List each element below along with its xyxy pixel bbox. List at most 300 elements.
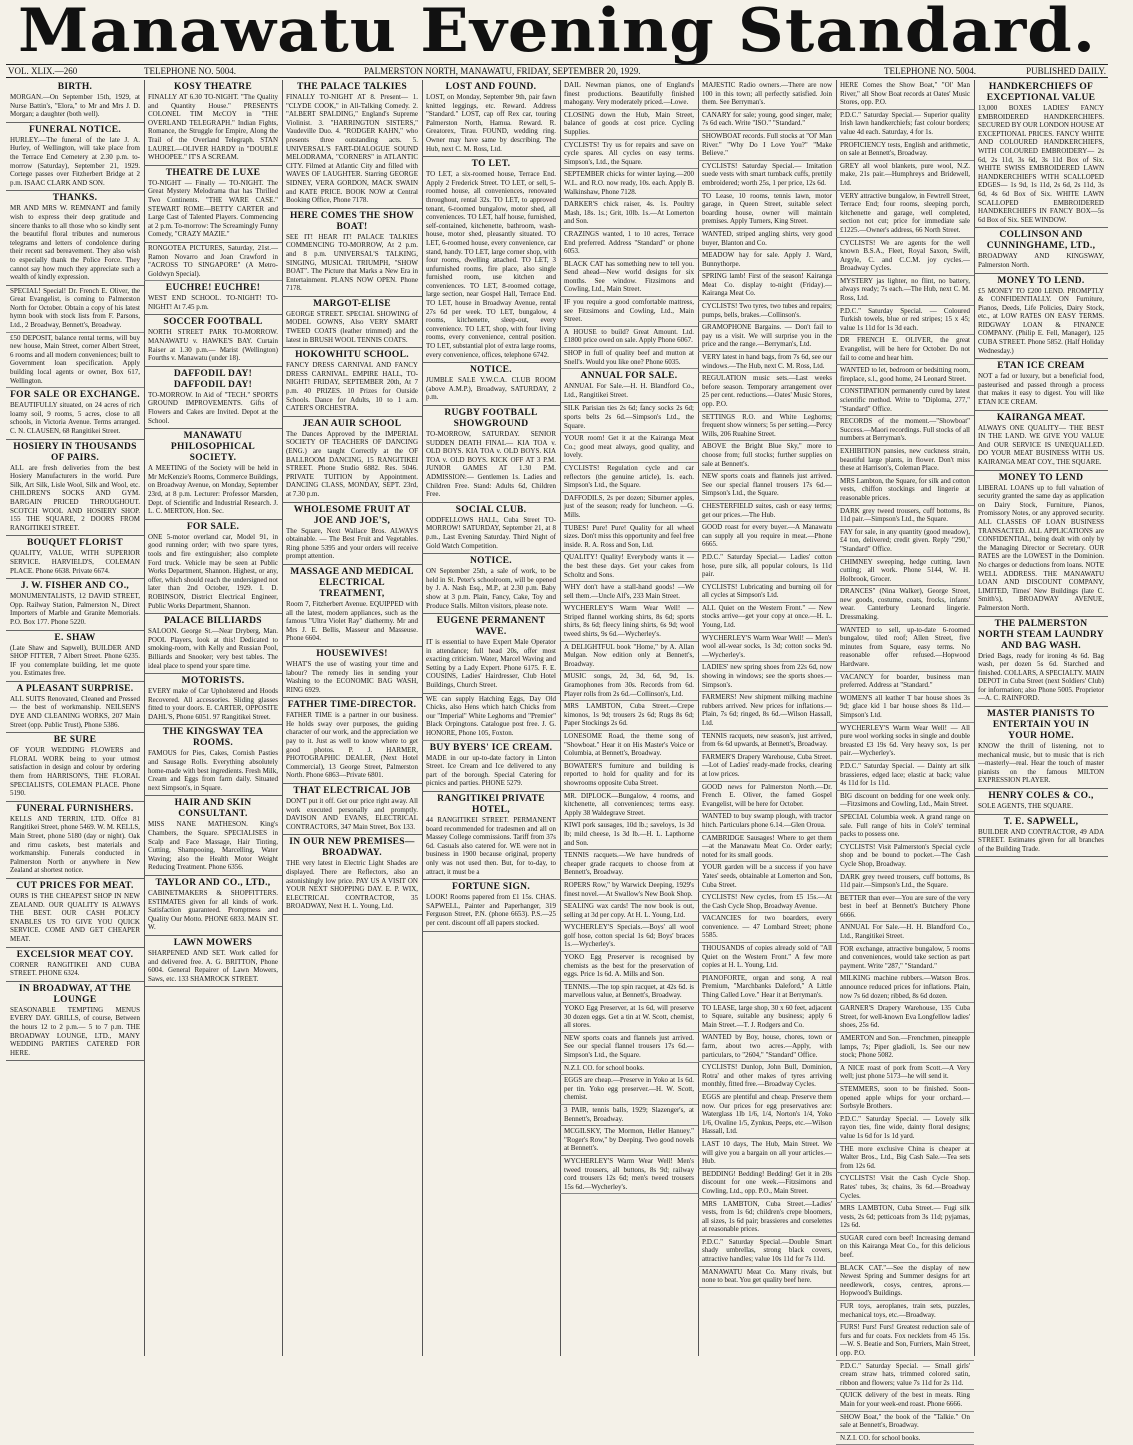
ad-heading: MASSAGE AND MEDICAL ELECTRICAL TREATMENT, xyxy=(290,566,414,599)
advertisement xyxy=(6,982,144,1062)
classified-ad xyxy=(836,761,974,791)
ad-heading: TAYLOR AND CO., LTD., xyxy=(155,878,271,888)
classified-ad xyxy=(560,80,698,110)
classified-ad xyxy=(836,1263,974,1301)
classified-ad xyxy=(560,110,698,140)
ad-body: BROADWAY AND KINGSWAY, Palmerston North. xyxy=(978,252,1104,269)
ad-body: EGGS are cheap.—Preserve in Yoko at 1s 6d. per tin. Yoko egg preserver.—H. W. Scott, chemist. xyxy=(564,1076,694,1102)
ad-body: REGULATION music sets.—Last weeks before season. Temporary arrangement over 25 per cent. reductions.—Oates' Music Stores, opp. P.O. xyxy=(702,374,832,408)
classified-ad xyxy=(836,1301,974,1322)
classified-ad xyxy=(836,506,974,527)
classified-ad xyxy=(560,523,698,553)
ad-body: MR AND MRS W. REMNANT and family wish to express their deep gratitude and sincere thanks to all those who so kindly sent the beautiful floral tributes and numerous telegrams and letters of condolence during their recent sad bereavement. They also wish to especially thank the Police Force. They cannot say how much they appreciate such a wealth of kindly expression. xyxy=(10,204,140,282)
ad-body: VERY attractive bungalow, in Fewtrell Street, Terrace End; four rooms, sleeping porch, kitchenette and garage, well completed, section not cut; price for immediate sale £1225.—Owner's address, 66 North Street. xyxy=(840,191,970,234)
dateline: PALMERSTON NORTH, MANAWATU, FRIDAY, SEPTEMBER 20, 1929. xyxy=(364,66,641,76)
advertisement xyxy=(974,228,1108,273)
advertisement xyxy=(282,348,422,417)
ad-body: QUALITY! Quality! Everybody wants it — the best these days. Get your cakes from Scholtz and Sons. xyxy=(564,553,694,579)
ad-body: EXHIBITION pansies, new cuckness strain, beautiful large plants, in flower. Don't miss these at Harrison's, Coleman Place. xyxy=(840,446,970,473)
advertisement xyxy=(422,614,560,694)
advertisement xyxy=(6,631,144,682)
ad-body: TUBES! Pure! Pure! Quality for all wheel sizes. Don't miss this opportunity and feel free inside. R. A. Ross and Son, Ltd. xyxy=(564,523,694,549)
classified-ad xyxy=(560,140,698,170)
ad-body: WYCHERLEY'S Warm Wear Well! — All pure wool working socks in single and double breasted £3 19s 6d. Very heavy sox, 1s per pair.—Wycherley's. xyxy=(840,723,970,758)
advertisement xyxy=(6,536,144,579)
ad-heading: FOR SALE OR EXCHANGE. xyxy=(10,390,140,401)
ad-body: MISS NANE MATHESON. King's Chambers, the Square. SPECIALISES in Scalp and Face Massage, Hair Tinting, Cutting, Shampooing, Marcelling, Water Waving; also the Health Motor Weight Reducing Treatment. Phone 6356. xyxy=(148,820,278,872)
ad-body: A HOUSE to build? Great Amount. Ltd. £1800 price owed on sale. Apply Phone 6067. xyxy=(564,327,694,345)
classified-ad xyxy=(698,943,836,973)
ad-body: MILKING machine rubbers.—Watson Bros. announce reduced prices for inflations. Plain, now 7s 6d dozen; ribbed, 8s 6d dozen. xyxy=(840,974,970,1000)
ad-heading: FUNERAL FURNISHERS. xyxy=(16,803,134,814)
column-5 xyxy=(560,80,699,1356)
classified-ad xyxy=(698,692,836,730)
classified-ad xyxy=(698,1139,836,1169)
ad-body: LAST 10 days, The Hub, Main Street. We will give you a bargain on all your articles.—Hub. xyxy=(702,1139,832,1166)
ad-body: £50 DEPOSIT, balance rental terms, will buy new house, Main Street, corner Albert Street, 6 rooms and all modern conveniences; built to Government loan specification. Apply building local agents or owner, Box 617, Wellington. xyxy=(10,333,140,385)
ad-body: MRS LAMBTON, Cuba Street.— Fugi silk vests, 2s 6d; petticoats from 3s 11d; pyjamas, 12s 6d. xyxy=(840,1204,970,1230)
ad-body: TENNIS.—The top spin racquet, at 42s 6d. is marvellous value, at Bennett's, Broadway. xyxy=(564,982,694,1000)
advertisement xyxy=(6,802,144,879)
ad-body: CYCLISTS! New cycles, from £5 15s.—At the Cash Cycle Shop, Broadway Avenue. xyxy=(702,893,832,910)
classified-ad xyxy=(698,1062,836,1092)
ad-body: MADE in our up-to-date factory in Linton Street. Ice Cream and Ice delivered to any part of the borough. Special Catering for picnics and parties. PHONE 5279. xyxy=(426,753,556,788)
ad-heading: SOCCER FOOTBALL xyxy=(163,317,263,328)
ad-heading: NOTICE. xyxy=(470,556,512,567)
classified-ad xyxy=(560,297,698,327)
classified-ad xyxy=(560,1075,698,1105)
ad-body: SEPTEMBER chicks for winter laying.—200 W.L. and R.O. now ready, 10s. each. Apply B. Walkinshaw, Phone 7128. xyxy=(564,170,694,196)
ad-body: NORTH STREET PARK TO-MORROW. MANAWATU v. HAWKE'S BAY. Curtain Raiser at 1.30 p.m.— Marist (Wellington) Fourths v. Manawatu (under 18). xyxy=(148,328,278,363)
advertisement xyxy=(6,440,144,537)
advertisement xyxy=(282,417,422,503)
ad-body: WYCHERLEY'S Warm Wear Well! Men's tweed trousers, all buttons, 8s 9d; railway cord trousers 12s 6d; men's tweed trousers 15s 6d.—Wycherley's. xyxy=(564,1156,694,1191)
classified-ad xyxy=(836,1063,974,1084)
ad-heading: MASTER PIANISTS TO ENTERTAIN YOU IN YOUR HOME. xyxy=(987,709,1095,742)
ad-body: BLACK CAT."—See the display of new Newest Spring and Summer designs for art needlework, cosys, centres, aprons.—Hopwood's Buildings. xyxy=(840,1263,970,1298)
ad-body: SUGAR cured corn beef! Increasing demand on this Kairanga Meat Co., for this delicious beef. xyxy=(840,1233,970,1260)
classified-ad xyxy=(698,862,836,892)
ad-heading: IN BROADWAY, AT THE LOUNGE xyxy=(18,983,132,1005)
ad-body: Room 7, Fitzherbert Avenue. EQUIPPED with all the latest, modern appliances, such as the famous "Ultra Violet Ray" diathermy. Mr and Mrs J. E. Bellis, Masseur and Masseuse. Phone 6604. xyxy=(286,599,418,643)
ad-body: EVERY make of Car Upholstered and Hoods Recovered. All accessories. Sliding glasses fitted to your doors. E. CARTER, OPPOSITE DAHL'S, Phone 6051. 97 Rangitikei Street. xyxy=(148,687,278,721)
classified-ad xyxy=(698,833,836,863)
ad-body: TO-MORROW. In Aid of "TECH." SPORTS GROUND IMPROVEMENTS. Gifts of Flowers and Cakes are Invited. Depot at the School. xyxy=(148,390,278,425)
classified-ad xyxy=(698,441,836,471)
ad-heading: HOSIERY IN THOUSANDS OF PAIRS. xyxy=(13,441,137,463)
ad-body: GEORGE STREET. SPECIAL SHOWING of MODEL GOWNS, Also VERY SMART TWEED COATS (leather trimmed) and the latest in BRUSH WOOL TENNIS COATS. xyxy=(286,309,418,344)
classified-ad xyxy=(560,229,698,259)
ad-body: JUMBLE SALE Y.W.C.A. CLUB ROOM (above A.M.P.), Broadway, SATURDAY, 2 p.m. xyxy=(426,376,556,402)
classified-ad xyxy=(698,352,836,373)
classified-ad xyxy=(836,672,974,693)
ad-body: DR FRENCH E. OLIVER, the great Evangelist, will be here for October. Do not fail to come and hear him. xyxy=(840,336,970,362)
ad-body: SALOON. George St.—Near Dryberg, Man. POOL Players, look at this! Dedicated to smoking-room, with Kelly and Russian Pool, Billiards and Snooker; very best tables. The ideal place to spend your spare time. xyxy=(148,627,278,670)
ad-body: FAMOUS for Pies, Cakes, Cornish Pasties and Sausage Rolls. Everything absolutely home-made with best ingredients. Fresh Milk, Cream and Eggs from farm daily. Situated next Simpson's, in Square. xyxy=(148,749,278,792)
classified-ad xyxy=(698,973,836,1003)
classified-ad xyxy=(560,348,698,369)
classified-ad xyxy=(560,850,698,880)
ad-body: WHY don't have a stall-hand goods! —We sell them.—Uncle Alf's, 233 Main Street. xyxy=(564,583,694,600)
ad-body: WYCHERLEY'S Warm Wear Well! — Striped flannel working shirts, 8s 6d; sports shirts, 8s 6d; fleecy lining shirts, 6s 9d; wool tweed shirts, 9s 6d.—Wycherley's. xyxy=(564,604,694,639)
advertisement xyxy=(6,80,144,123)
ad-body: TENNIS racquets.—We have hundreds of cheaper grade racquets to choose from at Bennett's, Broadway. xyxy=(564,851,694,877)
advertisement xyxy=(144,725,282,796)
classified-ad xyxy=(422,694,560,741)
ad-body: SEASONABLE TEMPTING MENUS EVERY DAY. GRILLS, of course, Between the hours 12 to 2 p.m.— 5 to 7 p.m. THE BROADWAY LOUNGE, LTD., MANY WEDDING PARTIES CATERED FOR HERE. xyxy=(10,1005,140,1057)
advertisement xyxy=(282,297,422,348)
ad-body: WANTED by Boy, house, chores, town or farm, about two acres.—Apply, with particulars, to "2604," "Standard" Office. xyxy=(702,1033,832,1059)
classified-ad xyxy=(836,1412,974,1433)
classified-ad xyxy=(698,301,836,322)
ad-body: Dried Bags, ready for ironing 4s 6d. Bag wash, per dozen 5s 6d. Starched and finished. COLLARS, A SPECIALTY. MAIN DEPOT in Cuba Street (next Soldiers' Club) for information; also Phone 5005. Proprietor—A. C. RAINFORD. xyxy=(978,651,1104,703)
ad-heading: THANKS. xyxy=(52,193,98,204)
classified-ad xyxy=(836,1390,974,1411)
ad-body: MANAWATU Meat Co. Many rivals, but none to beat. You get quality beef here. xyxy=(702,1267,832,1285)
ad-body: SHOW Boat," the book of the "Talkie." On sale at Bennett's, Broadway. xyxy=(840,1412,970,1430)
advertisement xyxy=(6,948,144,982)
ad-body: BETTER than ever—You are sure of the very best in beef at Bennett's Butchery Phone 6666. xyxy=(840,893,970,919)
classified-ad xyxy=(560,1033,698,1063)
ad-body: KELLS AND TERRIN, LTD. Offce 81 Rangitikei Street, phone 5469. W. M. KELLS, Main Street, phone 5180 (day or night). Oak and rimu caskets, best materials and workmanship. Funerals conducted in Palmerston North or anywhere in New Zealand at shortest notice. xyxy=(10,814,140,875)
ad-body: WANTED, striped angling shirts, very good buyer, Blanton and Co. xyxy=(702,229,832,247)
ad-heading: FUNERAL NOTICE. xyxy=(28,124,122,135)
classified-ad xyxy=(698,811,836,832)
classified-ad xyxy=(560,403,698,433)
classified-ad xyxy=(560,259,698,297)
ad-body: MORGAN.—On September 15th, 1929, at Nurse Battin's, "Elora," to Mr and Mrs J. D. Morgan; a daughter (both well). xyxy=(10,93,140,119)
ad-body: MUSIC songs, 2d, 3d, 6d, 9d, 1s. Gramophones from 30s. Records from 6d. Player rolls from 2s 6d.—Collinson's, Ltd. xyxy=(564,672,694,698)
advertisement xyxy=(282,698,422,784)
classified-ad xyxy=(836,791,974,812)
column-7 xyxy=(836,80,975,1442)
ad-body: DARK grey tweed trousers, cuff bottoms, 8s 11d pair.—Simpson's Ltd., the Square. xyxy=(840,872,970,890)
ad-body: FAY for sale, in any quantity (good meadow), £4 ton, delivered; credit given. Reply "290," "Standard" Office. xyxy=(840,527,970,553)
ad-body: GREY all wool blankets, pure wool, N.Z. make, 21s pair.—Humphreys and Bridewell, Ltd. xyxy=(840,161,970,187)
ad-body: ABOVE the Bright Blue Sky," more to choose from; full stocks; further supplies on sale at Bennett's. xyxy=(702,442,832,468)
ad-body: CRAZINGS wanted, 1 to 10 acres, Terrace End preferred. Address "Standard" or phone 6053. xyxy=(564,229,694,256)
ad-body: FANCY DRESS CARNIVAL AND FANCY DRESS CARNIVAL. EMPIRE HALL, TO-NIGHT! FRIDAY, SEPTEMBER 20th, At 7 p.m. 40 PRIZES. 10 Prizes for Outside Schools. Dance for Adults, 10 to 1 a.m. CATER'S ORCHESTRA. xyxy=(286,361,418,413)
ad-body: VERY latest in hand bags, from 7s 6d, see our windows.—The Hub, next C. M. Ross, Ltd. xyxy=(702,353,832,370)
classified-ad xyxy=(698,373,836,411)
classified-ad xyxy=(698,1267,836,1288)
classified-ad xyxy=(836,1144,974,1174)
ad-body: WANTED to sell, up-to-date 6-roomed bungalow, tiled roof; Allen Street, five minutes from Square, easy terms. No reasonable offer refused.—Hopwood Hardware. xyxy=(840,625,970,669)
ad-body: VACANCIES for two boarders, every convenience. — 47 Lombard Street; phone 5585. xyxy=(702,914,832,940)
classified-ad xyxy=(836,973,974,1003)
ad-body: CLOSING down the Hub, Main Street, balance of goods at cost price. Cycling Supplies. xyxy=(564,110,694,136)
classified-ad xyxy=(6,286,144,333)
ad-heading: THE PALACE TALKIES xyxy=(297,82,407,92)
ad-body: ALWAYS ONE QUALITY— THE BEST IN THE LAND. WE GIVE YOU VALUE And OUR SERVICE IS UNEQUALLED. DO YOUR MEAT BUSINESS WITH US. KAIRANGA MEAT COY., THE SQUARE. xyxy=(978,423,1104,466)
classified-ad xyxy=(560,701,698,731)
ad-heading: LAWN MOWERS xyxy=(173,937,253,948)
advertisement xyxy=(422,406,560,503)
ad-body: KNOW the thrill of listening, not to mechanical music, but to music that is rich—masterly—real. Hear the touch of master pianists on the famous MILTON EXPRESSION PLAYER. xyxy=(978,742,1104,785)
classified-ad xyxy=(698,582,836,603)
ad-heading: BIRTH. xyxy=(57,82,93,92)
classified-ad xyxy=(698,913,836,943)
classified-ad xyxy=(836,365,974,386)
classified-ad xyxy=(836,872,974,893)
ad-heading: HANDKERCHIEFS OF EXCEPTIONAL VALUE xyxy=(986,82,1096,103)
ad-body: WOMEN'S all leather T bar house shoes 3s 9d; glace kid 1 bar house shoes 8s 11d.—Simpson's Ltd. xyxy=(840,693,970,719)
advertisement xyxy=(144,281,282,315)
advertisement xyxy=(422,741,560,792)
classified-ad xyxy=(698,131,836,161)
classified-ad xyxy=(836,1033,974,1063)
ad-body: CYCLISTS! Regulation cycle and car reflectors (the genuine article), 1s. each. Simpson's Ltd., the Square. xyxy=(564,463,694,490)
classified-ad xyxy=(698,662,836,692)
ad-body: ANNUAL For Sale.—H. H. Blandford Co., Ltd., Rangitikei Street. xyxy=(564,382,694,399)
advertisement xyxy=(6,682,144,733)
ad-heading: HERE COMES THE SHOW BOAT! xyxy=(289,210,415,232)
classified-ad xyxy=(836,1361,974,1391)
classified-ad xyxy=(560,982,698,1003)
ad-heading: MANAWATU PHILOSOPHICAL SOCIETY. xyxy=(170,431,256,464)
classified-ad xyxy=(560,493,698,523)
ad-body: P.D.C." Saturday Special.—Double Smart shady umbrellas, strong black covers, attractive handles; value 10s 11d for 7s 11d. xyxy=(702,1237,832,1264)
ad-body: WHAT'S the use of wasting your time and labour? The remedy lies in sending your Washing to the ECONOMIC BAG WASH, RING 6929. xyxy=(286,659,418,694)
ad-heading: FORTUNE SIGN. xyxy=(452,882,530,893)
ad-body: BLACK CAT has something new to tell you. Send ahead—New world designs for six months. See window. Fitzsimons and Cowling, Ltd., Main Street. xyxy=(564,259,694,294)
column-2 xyxy=(144,80,283,1356)
ad-body: SHOP in full of quality beef and mutton at Snell's. Would you like one? Phone 6035. xyxy=(564,349,694,366)
classified-ad xyxy=(836,1114,974,1144)
ad-body: SOLE AGENTS, THE SQUARE. xyxy=(978,802,1073,811)
classified-ad xyxy=(6,333,144,389)
classified-ad xyxy=(560,433,698,463)
advertisement xyxy=(6,191,144,285)
classified-ad xyxy=(560,731,698,761)
ad-body: FARMERS! New shipment milking machine rubbers arrived. New prices for inflations.—Plain, 7s 6d; ringed, 8s 6d.—Wilson Hassall, Ltd. xyxy=(702,693,832,727)
ad-heading: LOST AND FOUND. xyxy=(445,82,537,92)
ad-body: OF YOUR WEDDING FLOWERS and FLORAL WORK being to your utmost satisfaction in design and colour by ordering them from HARRISON'S, THE FLORAL SPECIALISTS, COLEMAN PLACE. Phone 5190. xyxy=(10,746,140,798)
ad-body: P.D.C." Saturday Special. — Coloured Turkish towels, blue or red stripes; 15 x 45; value 1s 11d for 1s 3d each. xyxy=(840,306,970,332)
classified-ad xyxy=(560,603,698,641)
ad-body: GARNER'S Drapery Warehouse, 135 Cuba Street, for well-known Eva Longfellow ladies' shoes, 25s 6d. xyxy=(840,1004,970,1030)
advertisement xyxy=(144,614,282,674)
classified-ad xyxy=(836,922,974,943)
ad-body: YOUR room! Get it at the Kairanga Meat Co.; good meat always, good quality, and lovely. xyxy=(564,434,694,460)
ad-body: SHOWBOAT records. Full stocks at "Ol' Man River." "Why Do I Love You?" "Make Believe." xyxy=(702,131,832,158)
ad-body: KIWI pork sausages, 10d lb.; saveloys, 1s 3d lb; mild cheese, 1s 3d lb.—H. L. Lapthorne and Son. xyxy=(564,821,694,847)
ad-body: N.Z.I. CO. for school books. xyxy=(564,1063,645,1072)
classified-ad xyxy=(560,922,698,952)
ad-body: WYCHERLEY'S Specials.—Boys' all wool golf hose, cotton special 1s 6d; Boys' braces 1s.—Wycherley's. xyxy=(564,923,694,949)
ad-heading: MARGOT-ELISE xyxy=(313,298,391,309)
ad-body: EGGS are plentiful and cheap. Preserve them now. Our prices for egg preservatives are: Waterglass 1lb 1/6, 1/4, Norton's 1/4, Yoko 1/6, Ovaline 1/5, Zynkus, Peeps, etc.—Wilson Hassall, Ltd. xyxy=(702,1092,832,1136)
classified-ad xyxy=(560,952,698,982)
advertisement xyxy=(144,367,282,429)
ad-body: NOT a fad or luxury, but a beneficial food, pasteurised and passed through a process that makes it easy to digest. You will like ETAN ICE CREAM. xyxy=(978,372,1104,407)
ad-body: CANARY for sale; young, good singer, male; 7s 6d each. Write "ISO." "Standard." xyxy=(702,110,832,128)
ad-body: THOUSANDS of copies already sold of "All Quiet on the Western Front." A few more copies at H. L. Young, Ltd. xyxy=(702,944,832,970)
ad-body: WYCHERLEY'S Warm Wear Well! — Men's wool all-wear socks, 1s 3d; cotton socks 9d.—Wycherley's. xyxy=(702,633,832,659)
ad-body: CYCLISTS! Two tyres, two tubes and repairs; pumps, bells, brakes.—Collinson's. xyxy=(702,302,832,319)
classified-ad xyxy=(698,782,836,812)
ad-body: FUR toys, aeroplanes, train sets, puzzles, mechanical toys, etc.—Broadway. xyxy=(840,1302,970,1319)
ad-heading: RANGITIKEI PRIVATE HOTEL, xyxy=(437,794,545,815)
classified-ad xyxy=(560,671,698,701)
ad-heading: E. SHAW xyxy=(54,632,96,643)
ad-heading: WHOLESOME FRUIT AT JOE AND JOE'S, xyxy=(293,504,411,526)
advertisement xyxy=(6,579,144,630)
classified-ad xyxy=(560,1003,698,1033)
ad-heading: THE PALMERSTON NORTH STEAM LAUNDRY AND BAG WASH. xyxy=(978,618,1104,651)
advertisement xyxy=(282,209,422,297)
advertisement xyxy=(144,429,282,520)
classified-ad xyxy=(698,892,836,913)
classified-ad xyxy=(698,80,836,110)
ad-body: 3 PAIR, tennis balls, 1929; Slazenger's, at Bennett's, Broadway. xyxy=(564,1105,694,1123)
ad-body: CABINETMAKERS & SHOPFITTERS. ESTIMATES given for all kinds of work. Satisfaction guaranteed. Promptness and Quality Our Motto. PHONE 6833. MAIN ST. W. xyxy=(148,889,278,932)
advertisement xyxy=(144,166,282,243)
ad-body: CHESTERFIELD suites, cash or easy terms; get our prices.—The Hub. xyxy=(702,501,832,519)
classified-ad xyxy=(560,199,698,229)
classified-ad xyxy=(836,416,974,446)
ad-body: BEDDING! Bedding! Bedding! Get it in 20s discount for one week.—Fitzsimons and Cowling, Ltd., opp. P.O., Main Street. xyxy=(702,1169,832,1195)
advertisement xyxy=(974,359,1108,410)
classified-ad xyxy=(698,552,836,582)
ad-body: MRS LAMBTON, Cuba Street.—Ladies' vests, from 1s 6d; children's crepe bloomers, all sizes, 1s 6d pair; brassieres and corselettes at reasonable prices. xyxy=(702,1199,832,1234)
classified-ad xyxy=(836,1433,974,1445)
classified-ad xyxy=(836,557,974,587)
ad-body: P.D.C." Saturday Special. — Small girls' cream straw hats, trimmed colored satin, ribbon and flowers; value 7s 11d for 2s 11d. xyxy=(840,1361,970,1387)
classified-ad xyxy=(836,944,974,974)
ad-body: TO-MORROW, SATURDAY. SENIOR SUDDEN DEATH FINAL— KIA TOA v. OLD BOYS. KIA TOA v. OLD BOYS. KIA TOA v. OLD BOYS. KICK OFF AT 3 P.M. JUNIOR GAMES AT 1.30 P.M. ADMISSION:— Gentlemen 1s. Ladies and Children Free. Stand: Adults 6d, Children Free. xyxy=(426,430,556,499)
column-1 xyxy=(6,80,145,1356)
ad-body: CYCLISTS! Try us for repairs and save on cycle spares. All cycles on easy terms. Simpson's, Ltd., the Square. xyxy=(564,140,694,166)
ad-body: A DELIGHTFUL book "Home," by A. Allan Mulgan. Now edition only at Bennett's, Broadway. xyxy=(564,642,694,668)
advertisement xyxy=(422,554,560,614)
ad-body: MRS LAMBTON, Cuba Street.—Crepe kimonos, 1s 9d; trousers 2s 6d; Rugs 8s 6d; Paper Stockings 2s 6d. xyxy=(564,702,694,728)
classified-ad xyxy=(836,723,974,761)
classified-ad xyxy=(144,243,282,281)
classified-ad xyxy=(560,582,698,603)
classified-ad xyxy=(560,791,698,821)
ad-body: IF you require a good comfortable mattress, see Fitzsimons and Cowling, Ltd., Main Street. xyxy=(564,298,694,324)
ad-body: PROFICIENCY tests, English and arithmetic, on sale at Bennett's, Broadway. xyxy=(840,140,970,158)
ad-body: MONUMENTALISTS, 12 DAVID STREET, Opp. Railway Station, Palmerston N., Direct Importers of Marble and Granite Memorials. P.O. Box 177. Phone 5220. xyxy=(10,592,140,626)
classified-ad xyxy=(698,471,836,501)
ad-heading: KOSY THEATRE xyxy=(173,82,253,92)
ad-body: CYCLISTS! Visit Palmerston's Special cycle shop and be bound to pocket.—The Cash Cycle Shop, Broadway. xyxy=(840,842,970,868)
ad-body: VACANCY for boarder, business man preferred. Address at "Standard." xyxy=(840,672,970,690)
ad-heading: FATHER TIME-DIRECTOR. xyxy=(287,700,417,711)
classified-ad xyxy=(836,1084,974,1114)
ad-body: MAJESTIC Radio owners.—There are now 100 in this town; all perfectly satisfied. Join them. See Berryman's. xyxy=(702,81,832,107)
advertisement xyxy=(974,274,1108,360)
classified-ad xyxy=(836,1322,974,1360)
ad-heading: EUCHRE! EUCHRE! xyxy=(165,283,261,294)
advertisement xyxy=(422,503,560,554)
ad-body: MRS Lambton, the Square, for silk and cotton vests, chiffon stockings and lingerie at reasonable prices. xyxy=(840,476,970,502)
ad-body: A NICE roast of pork from Scott.—A Very well; just phone 5173—he will send it. xyxy=(840,1063,970,1081)
ad-body: CAMBRIDGE Sausages! Where to get them—at the Manawatu Meat Co. Order early; noted for its small goods. xyxy=(702,833,832,859)
classified-ad xyxy=(836,842,974,872)
ad-body: BEAUTIFULLY situated, on 24 acres of rich loamy soil, 9 rooms, 5 acres, close to all schools, in Victoria Avenue. Terms arranged. C. N. CLAUSEN, 68 Rangitikei Street. xyxy=(10,401,140,435)
telephone-left: TELEPHONE NO. 5004. xyxy=(144,66,236,76)
classified-ad xyxy=(698,1199,836,1237)
ad-heading: THE KINGSWAY TEA ROOMS. xyxy=(162,727,264,749)
classified-ad xyxy=(836,446,974,476)
advertisement xyxy=(422,80,560,157)
ad-body: CYCLISTS! We are agents for the well known B.S.A., Fleet, Royal Saxon, Swift, Argyle, C. and C.C.M. joy cycles.—Broadway Cycles. xyxy=(840,238,970,273)
classified-ad xyxy=(836,527,974,557)
ad-heading: HENRY COLES & CO., xyxy=(988,791,1094,802)
classified-ad xyxy=(560,552,698,582)
classified-ad xyxy=(560,169,698,199)
classified-ad xyxy=(698,1169,836,1199)
published-daily: PUBLISHED DAILY. xyxy=(1026,66,1106,76)
column-8 xyxy=(974,80,1108,1356)
ad-heading: DAFFODIL DAY! DAFFODIL DAY! xyxy=(173,368,253,390)
ad-heading: NOTICE. xyxy=(470,365,512,376)
advertisement xyxy=(144,315,282,366)
advertisement xyxy=(6,733,144,802)
ad-body: ROPERS Row," by Warwick Deeping, 1929's finest novel.—At Swallow's New Book Shop. xyxy=(564,880,694,898)
classified-ad xyxy=(698,250,836,271)
ad-body: CYCLISTS! Saturday Special.— Imitation suede vests with smart turnback cuffs, prettily embroidered; worth 25s, 1 per price, 12s 6d. xyxy=(702,161,832,187)
ad-body: ONE 5-motor overland car, Model 91, in good running order; with two spare tyres, tools and fire extinguisher; also complete Ford truck. Vehicle may be seen at Public Works Department, Shannon. Highest, or any, offer, which should reach the undersigned not later than 2nd October, 1929. I. D. ROBINSON, District Electrical Engineer, Public Works Department, Shannon. xyxy=(148,532,278,610)
ad-heading: HAIR AND SKIN CONSULTANT. xyxy=(174,798,252,820)
classified-ad xyxy=(836,1233,974,1263)
ad-body: The Dances Approved by the IMPERIAL SOCIETY OF TEACHERS OF DANCING (ENG.) are taught Correctly at the OF BALLROOM DANCING, 15 RANGITIKEI STREET. Phone Studio 6882. Res. 5046. PRIVATE TUITION by Appointment. DANCING CLASS, MONDAY, SEPT. 23rd, at 7.30 p.m. xyxy=(286,429,418,498)
advertisement xyxy=(144,796,282,876)
ad-heading: MONEY TO LEND. xyxy=(997,275,1085,286)
classified-ad xyxy=(698,229,836,250)
advertisement xyxy=(6,879,144,948)
ad-body: THE more exclusive China is cheaper at Walter Bros., Ltd., Big Cash Sale.—Tea sets from 12s 6d. xyxy=(840,1144,970,1170)
ad-body: SETTINGS R.O. and White Leghorns; frequent show winners; 5s per setting.—Percy Wills, 206 Ruahine Street. xyxy=(702,412,832,438)
volume-number: VOL. XLIX.—260 xyxy=(8,66,78,76)
classified-ad xyxy=(836,80,974,110)
advertisement xyxy=(144,936,282,987)
ad-body: TO LEASE, large shop, 30 x 60 feet, adjacent to Square, suitable any business; apply 6 Main Street.—T. J. Rodgers and Co. xyxy=(702,1003,832,1029)
advertisement xyxy=(282,565,422,647)
ad-heading: CUT PRICES FOR MEAT. xyxy=(16,880,134,891)
ad-body: SHARPENED AND SET. Work called for and delivered free. A. G. BRITTON, Phone 6004. General Repairer of Lawn Mowers, Saws, etc. 133 SHAMROCK STREET. xyxy=(148,948,278,983)
masthead xyxy=(0,0,1114,76)
advertisement xyxy=(144,80,282,166)
ad-body: PIANOFORTE, organ and song. A real Premium, "Marchbanks Daleford," A Little Thing Called Love." Hear it at Berryman's. xyxy=(702,973,832,1000)
ad-body: LONESOME Road, the theme song of "Showboat." Hear it on His Master's Voice or Columbia, at Bennett's, Broadway. xyxy=(564,732,694,758)
ad-body: BIG discount on bedding for one week only.—Fitzsimons and Cowling, Ltd., Main Street. xyxy=(840,791,970,809)
newspaper-title: Manawatu Evening Standard. xyxy=(17,0,1097,66)
classified-ad xyxy=(836,191,974,238)
ad-heading: BOUQUET FLORIST xyxy=(27,538,123,549)
advertisement xyxy=(974,471,1108,617)
ad-heading: COLLINSON AND CUNNINGHAME, LTD., xyxy=(986,230,1096,252)
ad-body: NEW sports coats and flannels just arrived. See our special flannel trousers 17s 6d.—Simpson's Ltd., the Square. xyxy=(564,1033,694,1059)
advertisement xyxy=(144,876,282,936)
ad-body: CYCLISTS! Lubricating and burning oil for all cycles at Simpson's Ltd. xyxy=(702,582,832,600)
classified-ad xyxy=(560,327,698,348)
column-6 xyxy=(698,80,837,1356)
ad-body: FOR exchange, attractive bungalow, 5 rooms and conveniences, would take section as part payment. Write "287," "Standard." xyxy=(840,944,970,970)
ad-heading: T. E. SAPWELL, xyxy=(1003,816,1079,827)
ad-body: ODDFELLOWS HALL, Cuba Street TO-MORROW! SATURDAY, September 21, at 8 p.m., Last Evening Saturday. Third Night of Gold Watch Competition. xyxy=(426,515,556,550)
ad-heading: ETAN ICE CREAM xyxy=(997,361,1085,372)
ad-heading: EUGENE PERMANENT WAVE. xyxy=(436,616,546,638)
classified-ad xyxy=(836,276,974,306)
classified-ad xyxy=(698,1003,836,1033)
advertisement xyxy=(422,157,560,363)
advertisement xyxy=(422,792,560,880)
ad-body: WE can supply Hatching Eggs, Day Old Chicks, also Hens which hatch Chicks from our "Imperial" White Leghorns and "Premier" Black Orpingtons. Catalogue post free. J. G. HONORE, Phone 105, Foxton. xyxy=(426,694,556,738)
ad-body: P.D.C." Saturday Special.— Ladies' cotton hose, pure silk, all popular colours, 1s 11d pair. xyxy=(702,552,832,579)
